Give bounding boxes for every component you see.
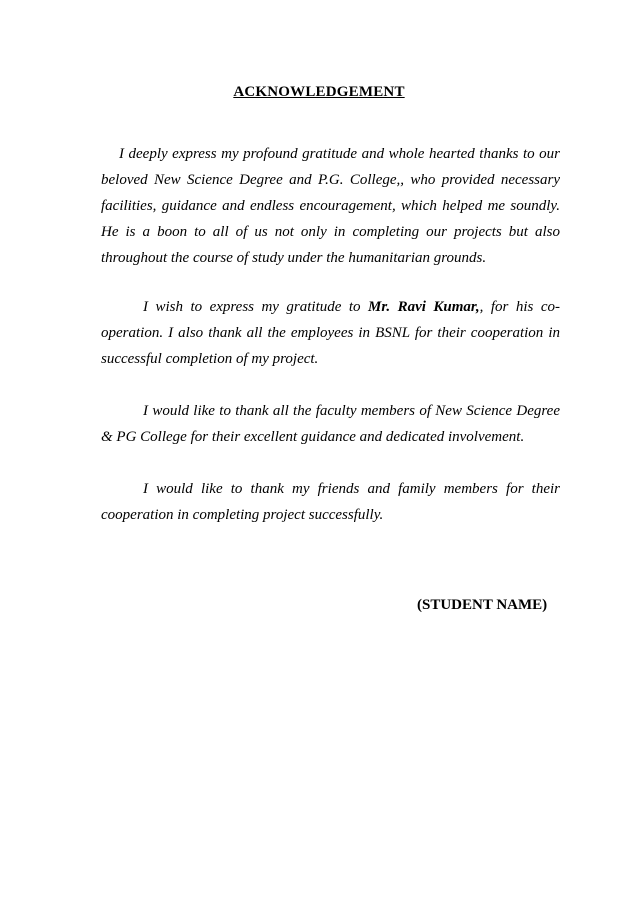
paragraph-2-intro: I wish to express my gratitude to [143,299,369,315]
paragraph-gratitude-college: I deeply express my profound gratitude and whole hearted thanks to our beloved New Science Degree and P.G. College,, who provided necessary facilities, guidance and endless encouragement, which helped me soundly. He is a boon to all of us not only in completing our projects but also throughout the course of study under the humanitarian grounds. [101,146,560,266]
paragraph-2-rest: , for his co-operation. I also thank all the employees in BSNL for their cooperation in successful completion of my project. [101,299,560,367]
guide-name: Mr. Ravi Kumar, [368,299,480,315]
paragraph-gratitude-guide [101,294,560,372]
paragraph-faculty-thanks: I would like to thank all the faculty members of New Science Degree & PG College for their excellent guidance and dedicated involvement. [101,403,560,445]
page-title: ACKNOWLEDGEMENT [233,84,405,100]
paragraph-family-thanks: I would like to thank my friends and family members for their cooperation in completing project successfully. [101,481,560,523]
signature-line: (STUDENT NAME) [417,597,548,613]
